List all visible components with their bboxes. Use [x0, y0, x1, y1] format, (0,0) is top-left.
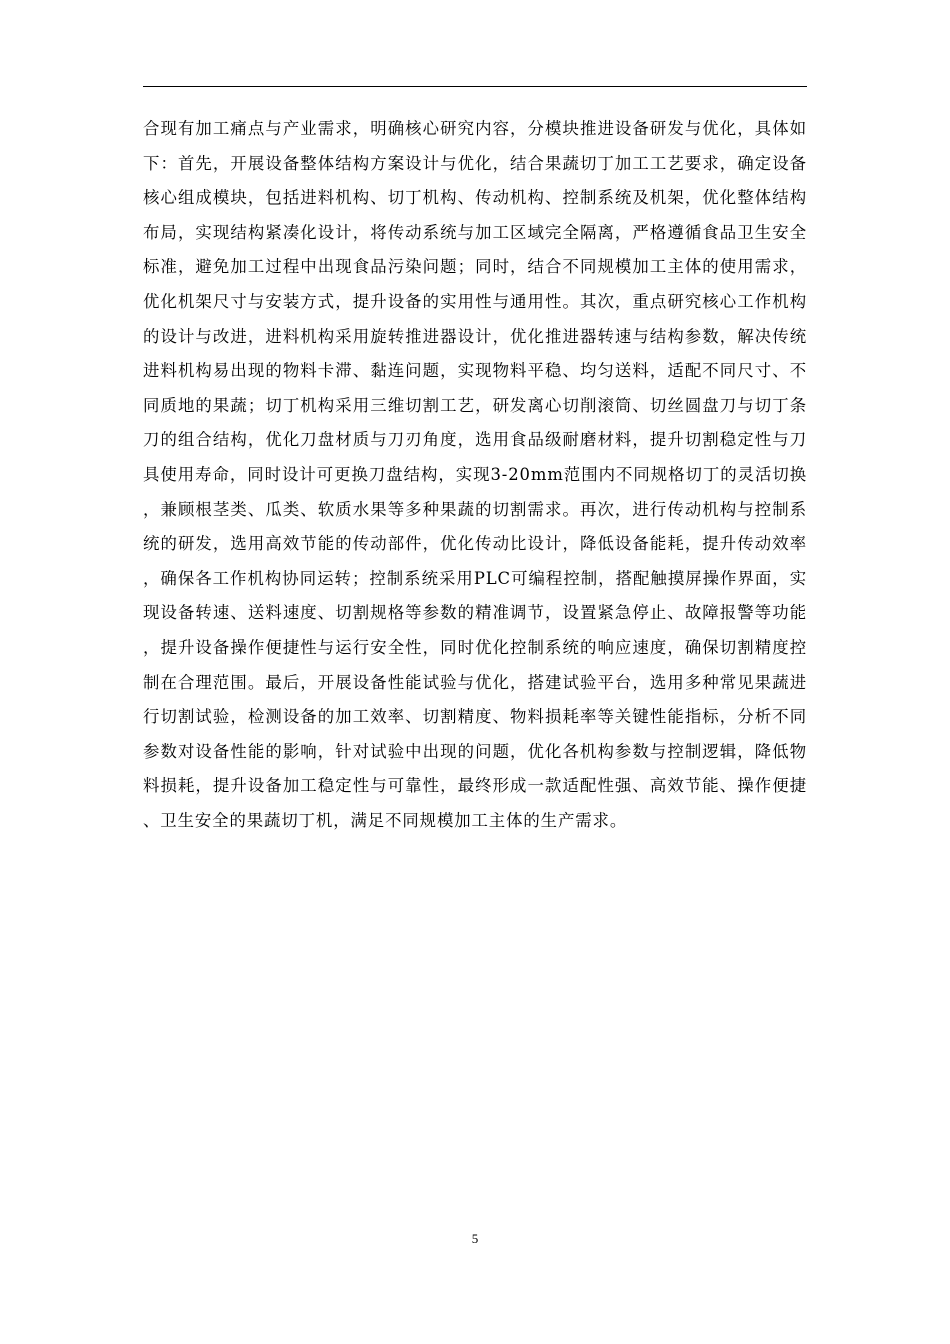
body-paragraph: 合现有加工痛点与产业需求，明确核心研究内容，分模块推进设备研发与优化，具体如下：首先，开展设备整体结构方案设计与优化，结合果蔬切丁加工工艺要求，确定设备核心组成模块，包括进料机构、切丁机构、传动机构、控制系统及机架，优化整体结构布局，实现结构紧凑化设计，将传动系统与加工区域完全隔离，严格遵循食品卫生安全标准，避免加工过程中出现食品污染问题；同时，结合不同规模加工主体的使用需求，优化机架尺寸与安装方式，提升设备的实用性与通用性。其次，重点研究核心工作机构的设计与改进，进料机构采用旋转推进器设计，优化推进器转速与结构参数，解决传统进料机构易出现的物料卡滞、黏连问题，实现物料平稳、均匀送料，适配不同尺寸、不同质地的果蔬；切丁机构采用三维切割工艺，研发离心切削滚筒、切丝圆盘刀与切丁条刀的组合结构，优化刀盘材质与刀刃角度，选用食品级耐磨材料，提升切割稳定性与刀具使用寿命，同时设计可更换刀盘结构，实现3-20mm范围内不同规格切丁的灵活切换，兼顾根茎类、瓜类、软质水果等多种果蔬的切割需求。再次，进行传动机构与控制系统的研发，选用高效节能的传动部件，优化传动比设计，降低设备能耗，提升传动效率，确保各工作机构协同运转；控制系统采用PLC可编程控制，搭配触摸屏操作界面，实现设备转速、送料速度、切割规格等参数的精准调节，设置紧急停止、故障报警等功能，提升设备操作便捷性与运行安全性，同时优化控制系统的响应速度，确保切割精度控制在合理范围。最后，开展设备性能试验与优化，搭建试验平台，选用多种常见果蔬进行切割试验，检测设备的加工效率、切割精度、物料损耗率等关键性能指标，分析不同参数对设备性能的影响，针对试验中出现的问题，优化各机构参数与控制逻辑，降低物料损耗，提升设备加工稳定性与可靠性，最终形成一款适配性强、高效节能、操作便捷、卫生安全的果蔬切丁机，满足不同规模加工主体的生产需求。 — [143, 119, 807, 830]
page-number: 5 — [471, 1231, 479, 1246]
header-rule — [143, 86, 807, 87]
